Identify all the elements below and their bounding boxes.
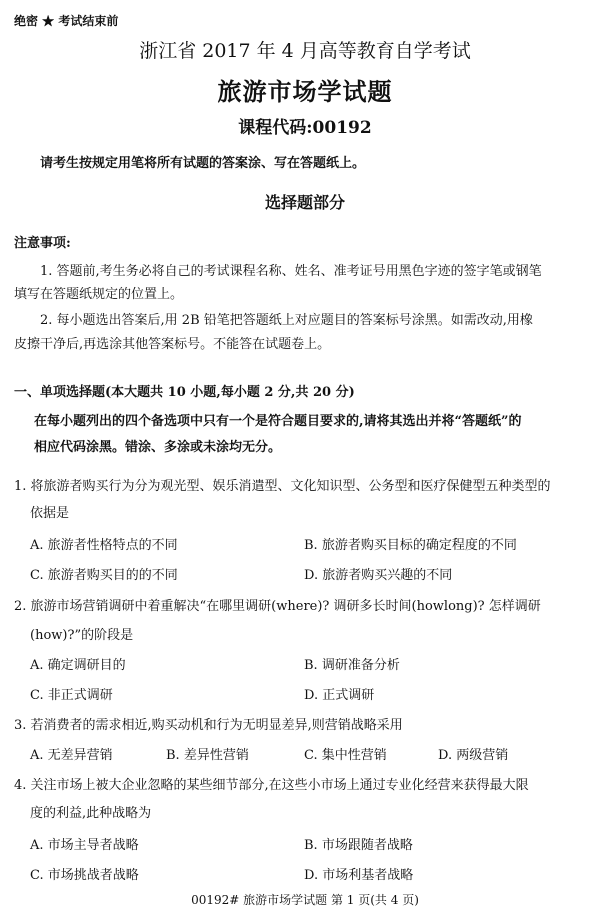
question-1-stem-line-2: 依据是: [30, 506, 70, 521]
question-2-option-b: B. 调研准备分析: [304, 658, 400, 673]
section-title: 选择题部分: [264, 193, 345, 212]
part1-instruction-line-1: 在每小题列出的四个备选项中只有一个是符合题目要求的,请将其选出并将“答题纸”的: [34, 414, 522, 429]
notes-heading: 注意事项:: [14, 236, 71, 251]
question-3-option-b: B. 差异性营销: [166, 748, 249, 763]
question-4-option-d: D. 市场利基者战略: [304, 868, 414, 883]
part1-heading: 一、单项选择题(本大题共 10 小题,每小题 2 分,共 20 分): [14, 385, 355, 400]
note-2-line-2: 皮擦干净后,再选涂其他答案标号。不能答在试题卷上。: [14, 337, 331, 352]
question-4-option-c: C. 市场挑战者战略: [30, 868, 139, 883]
answer-instruction: 请考生按规定用笔将所有试题的答案涂、写在答题纸上。: [40, 156, 366, 171]
question-2-option-a: A. 确定调研目的: [30, 658, 126, 673]
question-4-option-b: B. 市场跟随者战略: [304, 838, 413, 853]
question-3-option-c: C. 集中性营销: [304, 748, 387, 763]
page-footer: 00192# 旅游市场学试题 第 1 页(共 4 页): [191, 893, 419, 907]
question-4-option-a: A. 市场主导者战略: [30, 838, 139, 853]
note-1-line-2: 填写在答题纸规定的位置上。: [14, 287, 184, 302]
part1-instruction-line-2: 相应代码涂黑。错涂、多涂或未涂均无分。: [34, 440, 282, 455]
note-2-line-1: 2. 每小题选出答案后,用 2B 铅笔把答题纸上对应题目的答案标号涂黑。如需改动,用橡: [40, 313, 533, 328]
question-4-stem-line-2: 度的利益,此种战略为: [30, 806, 152, 821]
question-3-stem-line-1: 3. 若消费者的需求相近,购买动机和行为无明显差异,则营销战略采用: [14, 718, 403, 733]
question-3-option-a: A. 无差异营销: [30, 748, 113, 763]
question-4-stem-line-1: 4. 关注市场上被大企业忽略的某些细节部分,在这些小市场上通过专业化经营来获得最大限: [14, 778, 529, 793]
question-2-stem-line-2: (how)?”的阶段是: [30, 628, 134, 643]
confidential-label: 绝密 ★ 考试结束前: [14, 14, 119, 28]
question-1-option-c: C. 旅游者购买目的的不同: [30, 568, 178, 583]
subject-title: 旅游市场学试题: [217, 77, 393, 106]
question-1-option-a: A. 旅游者性格特点的不同: [30, 538, 178, 553]
question-1-option-d: D. 旅游者购买兴趣的不同: [304, 568, 453, 583]
course-code: 课程代码:00192: [238, 118, 372, 138]
exam-title: 浙江省 2017 年 4 月高等教育自学考试: [139, 40, 471, 62]
question-1-stem-line-1: 1. 将旅游者购买行为分为观光型、娱乐消遣型、文化知识型、公务型和医疗保健型五种类型的: [14, 479, 551, 494]
question-3-option-d: D. 两级营销: [438, 748, 509, 763]
question-2-option-d: D. 正式调研: [304, 688, 375, 703]
question-1-option-b: B. 旅游者购买目标的确定程度的不同: [304, 538, 517, 553]
question-2-option-c: C. 非正式调研: [30, 688, 113, 703]
note-1-line-1: 1. 答题前,考生务必将自己的考试课程名称、姓名、准考证号用黑色字迹的签字笔或钢笔: [40, 264, 542, 279]
question-2-stem-line-1: 2. 旅游市场营销调研中着重解决“在哪里调研(where)? 调研多长时间(howlong)? 怎样调研: [14, 599, 541, 614]
